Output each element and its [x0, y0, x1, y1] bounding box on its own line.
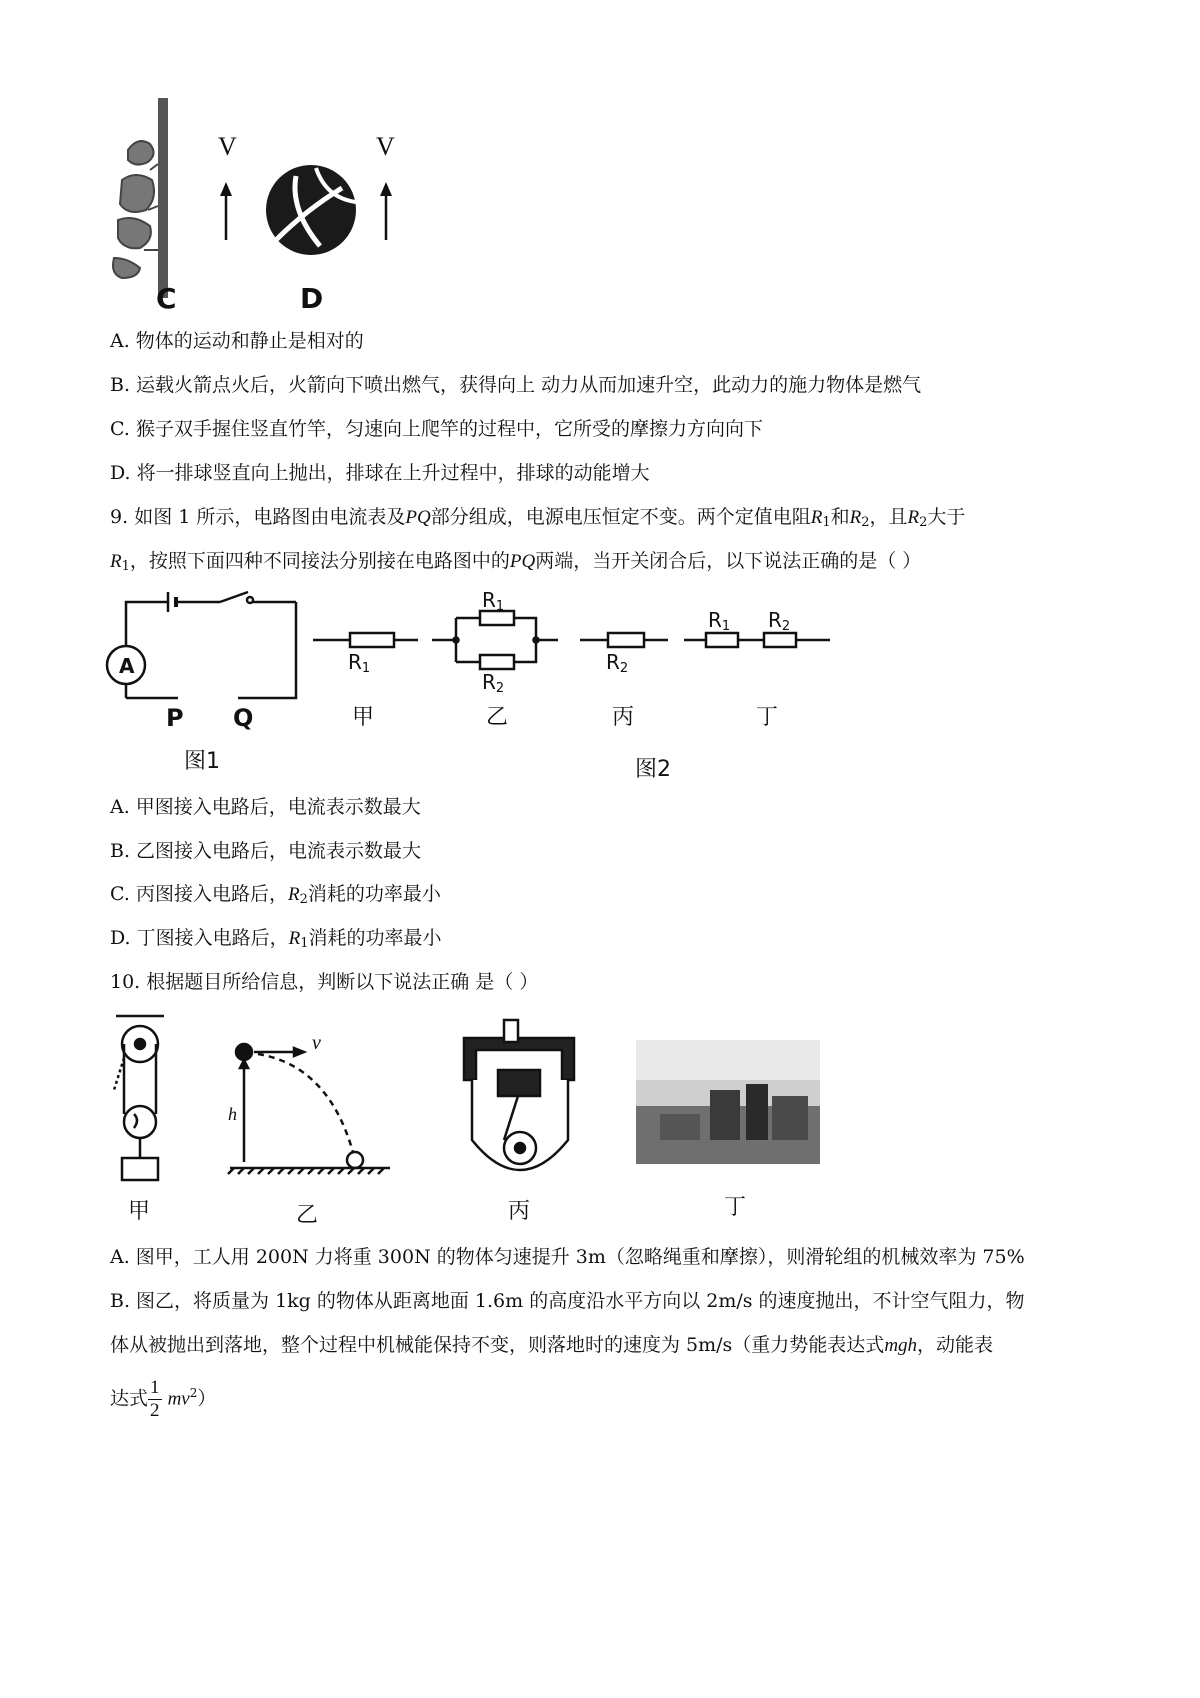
- subscript: 2: [861, 515, 870, 530]
- bing-r2-label: $R_2$: [606, 650, 629, 676]
- label-ding: 丁: [756, 705, 779, 730]
- q10-option-b-line2: 体从被抛出到落地，整个过程中机械能保持不变，则落地时的速度为 5m/s（重力势能表达式mgh，动能表: [110, 1334, 994, 1356]
- r-symbol: R: [907, 507, 920, 528]
- q10-label-ding: 丁: [724, 1195, 747, 1220]
- figure2-caption: 图2: [635, 757, 671, 782]
- label-jia: 甲: [352, 705, 375, 730]
- figure-label-d: D: [300, 282, 324, 315]
- q8-option-b: B. 运载火箭点火后，火箭向下喷出燃气，获得向上 动力从而加速升空，此动力的施力物体是燃气: [110, 374, 922, 396]
- monkey-figure: [113, 141, 158, 278]
- q10-label-bing: 丙: [508, 1199, 531, 1224]
- velocity-label-c: V: [218, 132, 237, 161]
- circuit-yi: [432, 611, 558, 669]
- switch-blade: [220, 592, 248, 602]
- q9-text: 如图 1 所示，电路图由电流表及: [134, 506, 406, 528]
- q9-stem-line2: [110, 548, 921, 580]
- bamboo-pole: [158, 98, 168, 298]
- r-symbol: R: [110, 551, 122, 572]
- q9-text: ，按照下面四种不同接法分别接在电路图中的: [129, 550, 510, 572]
- subscript: 1: [121, 559, 130, 574]
- q10-option-a: A. 图甲，工人用 200N 力将重 300N 的物体匀速提升 3m（忽略绳重和摩擦），则滑轮组的机械效率为 75%: [110, 1246, 1025, 1268]
- q10-option-b-line1: B. 图乙，将质量为 1kg 的物体从距离地面 1.6m 的高度沿水平方向以 2m/s 的速度抛出，不计空气阻力，物: [110, 1290, 1025, 1312]
- q9-stem-line1: [110, 504, 965, 536]
- ammeter-label: A: [119, 654, 135, 678]
- q8-option-d: D. 将一排球竖直向上抛出，排球在上升过程中，排球的动能增大: [110, 462, 650, 484]
- q9-text: 大于: [927, 506, 966, 528]
- projectile-diagram: [228, 1044, 390, 1174]
- q10-stem: 10. 根据题目所给信息，判断以下说法正确 是（ ）: [110, 971, 539, 993]
- q9-text: ，且: [869, 506, 908, 528]
- q8-option-a: A. 物体的运动和静止是相对的: [110, 330, 364, 352]
- label-yi: 乙: [486, 705, 509, 730]
- figure-label-c: C: [156, 282, 177, 315]
- velocity-label-v: v: [312, 1032, 321, 1054]
- ding-r2-label: $R_2$: [768, 608, 791, 634]
- pq-symbol: PQ: [405, 507, 431, 528]
- jia-r1-label: $R_1$: [348, 650, 371, 676]
- terminal-p: P: [166, 704, 184, 732]
- formula-mgh: mgh: [884, 1335, 918, 1356]
- terminal-q: Q: [233, 704, 254, 732]
- r-symbol: R: [810, 507, 823, 528]
- q9-option-d: D. 丁图接入电路后，$R_1$消耗的功率最小: [110, 927, 442, 951]
- label-bing: 丙: [612, 705, 635, 730]
- circuit-ding: [684, 633, 830, 647]
- q10-label-yi: 乙: [296, 1203, 319, 1228]
- q9-text: 和: [830, 506, 850, 528]
- q8-option-c: C. 猴子双手握住竖直竹竿，匀速向上爬竿的过程中，它所受的摩擦力方向向下: [110, 418, 763, 440]
- subscript: 2: [919, 515, 928, 530]
- figure1-caption: 图1: [184, 749, 220, 774]
- q10-figures: [100, 1010, 840, 1190]
- circuit-jia: [313, 633, 418, 647]
- q9-number: 9.: [110, 506, 129, 528]
- velocity-label-d: V: [376, 132, 395, 161]
- engine-diagram: [464, 1020, 574, 1170]
- subscript: 1: [822, 515, 831, 530]
- figure-c-d: [100, 90, 440, 320]
- q9-text: 部分组成，电源电压恒定不变。两个定值电阻: [430, 506, 811, 528]
- ding-r1-label: $R_1$: [708, 608, 731, 634]
- pq-symbol: PQ: [509, 551, 536, 572]
- circuit-bing: [580, 633, 668, 647]
- q9-text: 两端，当开关闭合后，以下说法正确的是（ ）: [535, 550, 922, 572]
- r-symbol: R: [849, 507, 862, 528]
- q9-option-c: C. 丙图接入电路后，$R_2$消耗的功率最小: [110, 883, 441, 907]
- pulley-system: [114, 1016, 164, 1180]
- yi-r1-label: $R_1$: [482, 588, 505, 614]
- q10-label-jia: 甲: [128, 1199, 151, 1224]
- height-label-h: h: [228, 1104, 237, 1124]
- q10-option-b-line3: 达式 $\frac{1}{2}$ $mv^2$）: [110, 1376, 217, 1421]
- power-plant-photo: [636, 1040, 820, 1164]
- q9-option-b: B. 乙图接入电路后，电流表示数最大: [110, 840, 422, 862]
- fraction-one-half: $\frac{1}{2}$: [150, 1376, 160, 1421]
- yi-r2-label: $R_2$: [482, 670, 505, 696]
- q9-option-a: A. 甲图接入电路后，电流表示数最大: [110, 796, 421, 818]
- circuit-fig1: [107, 592, 296, 698]
